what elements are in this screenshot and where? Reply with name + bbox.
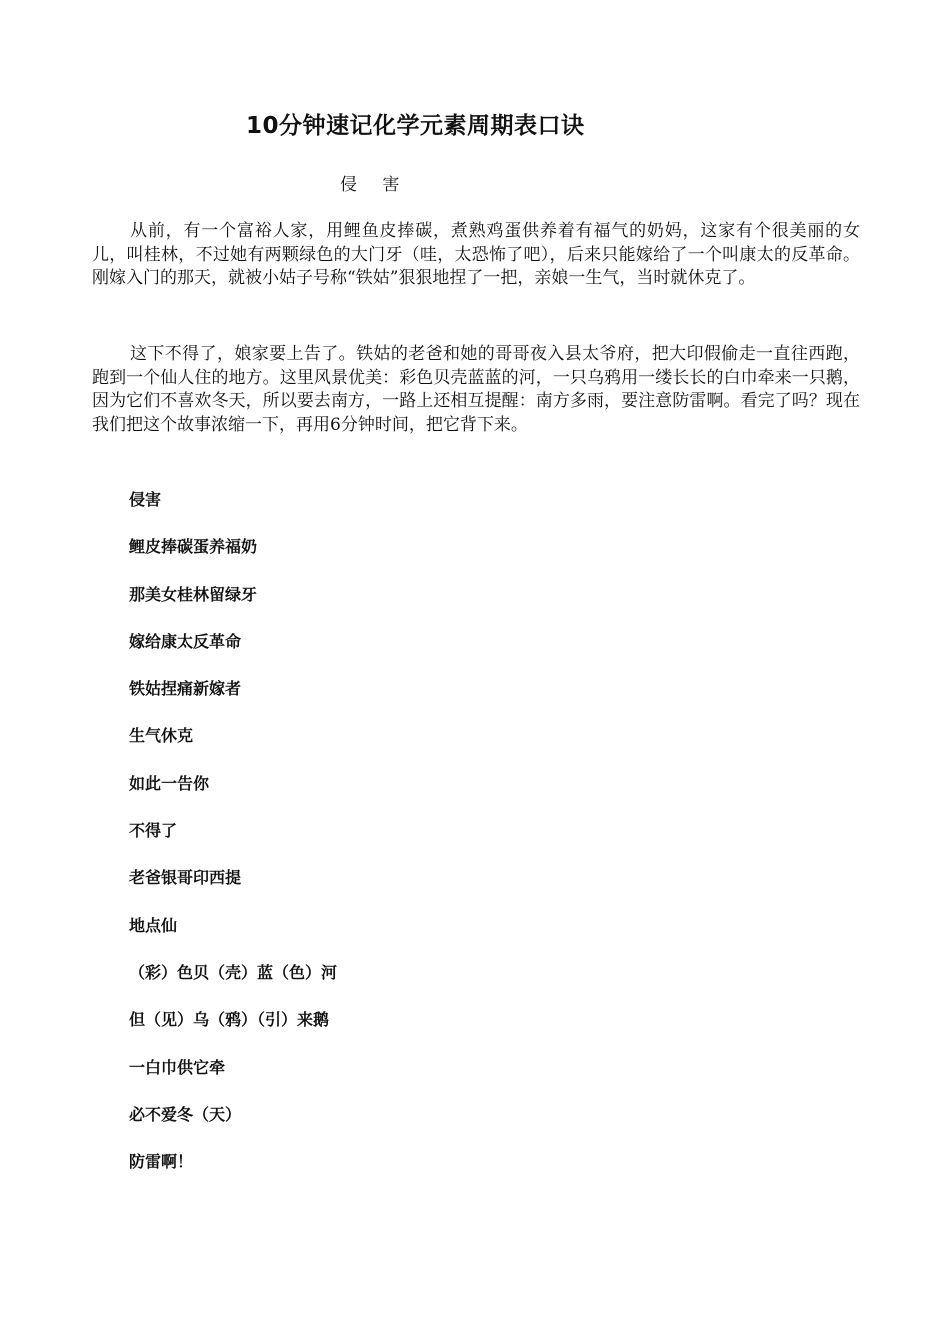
document-author: 侵 害 <box>340 175 410 195</box>
story-paragraph-1: 从前，有一个富裕人家，用鲤鱼皮捧碳，煮熟鸡蛋供养着有福气的奶妈，这家有个很美丽的女儿，叫桂林，不过她有两颗绿色的大门牙（哇，太恐怖了吧），后来只能嫁给了一个叫康太的反革命。刚嫁入门的那天，就被小姑子号称“铁姑”狠狠地捏了一把，亲娘一生气，当时就休克了。 <box>92 221 860 288</box>
mnemonic-line: 铁姑捏痛新嫁者 <box>129 679 242 699</box>
mnemonic-line: （彩）色贝（壳）蓝（色）河 <box>129 962 338 982</box>
story-paragraph-2: 这下不得了，娘家要上告了。铁姑的老爸和她的哥哥夜入县太爷府，把大印假偷走一直往西跑，跑到一个仙人住的地方。这里风景优美：彩色贝壳蓝蓝的河，一只乌鸦用一缕长长的白巾牵来一只鹅，因为它们不喜欢冬天，所以要去南方，一路上还相互提醒：南方多雨，要注意防雷啊。看完了吗？现在我们把这个故事浓缩一下，再用6分钟时间，把它背下来。 <box>92 344 860 435</box>
mnemonic-line: 不得了 <box>129 821 178 841</box>
mnemonic-line: 但（见）乌（鸦）（引）来鹅 <box>129 1010 330 1030</box>
mnemonic-line: 那美女桂林留绿牙 <box>129 584 258 604</box>
mnemonic-line: 侵害 <box>129 490 162 509</box>
mnemonic-line: 嫁给康太反革命 <box>129 631 242 651</box>
document-title: 10分钟速记化学元素周期表口诀 <box>246 113 585 139</box>
mnemonic-line: 必不爱冬（天） <box>129 1104 242 1124</box>
mnemonic-line: 生气休克 <box>129 726 194 746</box>
mnemonic-line: 地点仙 <box>129 915 178 935</box>
mnemonic-line: 防雷啊！ <box>129 1152 194 1172</box>
mnemonic-line: 如此一告你 <box>129 773 210 793</box>
mnemonic-line: 一白巾供它牵 <box>129 1057 226 1077</box>
mnemonic-list <box>129 488 337 1197</box>
mnemonic-line: 老爸银哥印西提 <box>129 868 242 888</box>
mnemonic-line: 鲤皮捧碳蛋养福奶 <box>129 537 258 557</box>
